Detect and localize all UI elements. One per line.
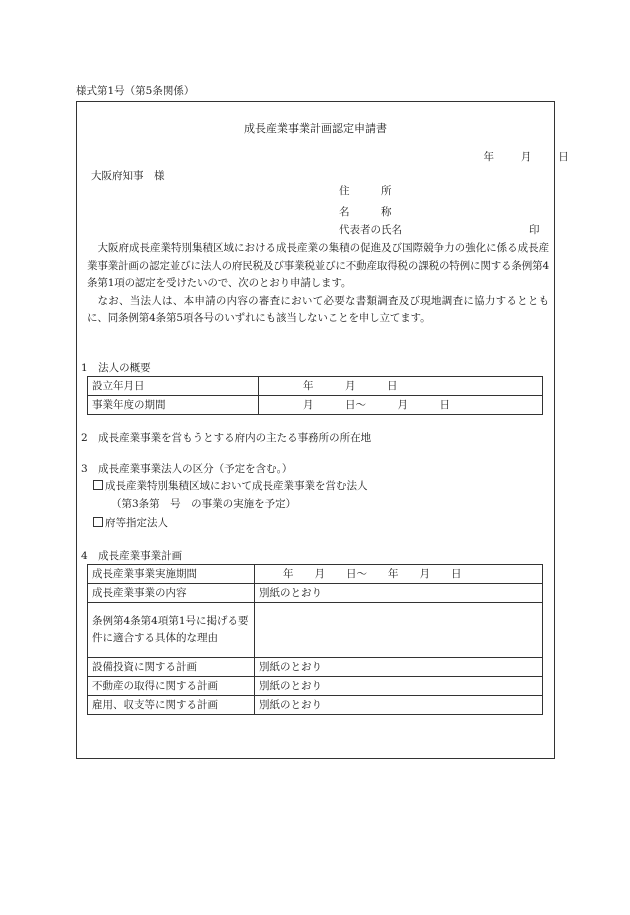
row-label: 設備投資に関する計画	[88, 658, 255, 677]
address-label: 住 所	[339, 185, 392, 197]
row-value: 年 月 日	[259, 377, 543, 396]
business-plan-table	[87, 564, 543, 715]
table-row	[88, 603, 543, 658]
date-month: 月	[520, 151, 532, 163]
section4-heading: 4 成長産業事業計画	[81, 550, 183, 562]
row-label: 設立年月日	[88, 377, 259, 396]
row-label: 事業年度の期間	[88, 396, 259, 415]
date-day: 日	[558, 151, 569, 163]
row-value: 別紙のとおり	[255, 677, 543, 696]
category-option-1[interactable]	[93, 479, 368, 493]
date-year: 年	[483, 151, 494, 163]
table-row	[88, 377, 543, 396]
section2-heading: 2 成長産業事業を営もうとする府内の主たる事務所の所在地	[81, 432, 372, 444]
row-label: 成長産業事業の内容	[88, 584, 255, 603]
row-value: 別紙のとおり	[255, 696, 543, 715]
application-form	[76, 101, 569, 759]
section1-heading: 1 法人の概要	[81, 362, 151, 374]
row-value	[255, 603, 543, 658]
row-label: 不動産の取得に関する計画	[88, 677, 255, 696]
corporation-overview-table	[87, 376, 543, 415]
representative-label: 代表者の氏名	[339, 224, 402, 236]
row-label: 雇用、収支等に関する計画	[88, 696, 255, 715]
table-row	[88, 584, 543, 603]
checkbox-icon[interactable]	[93, 517, 103, 527]
statement-paragraph-1: 大阪府成長産業特別集積区域における成長産業の集積の促進及び国際競争力の強化に係る成長産業事業計画の認定並びに法人の府民税及び事業税並びに不動産取得税の課税の特例に関する条例第4条第1項の認定を受けたいので、次のとおり申請します。	[87, 242, 549, 289]
table-row	[88, 658, 543, 677]
table-row	[88, 696, 543, 715]
row-value: 月 日～ 月 日	[259, 396, 543, 415]
document-title: 成長産業事業計画認定申請書	[244, 122, 387, 135]
checkbox-icon[interactable]	[93, 480, 103, 490]
name-label: 名 称	[339, 206, 392, 218]
table-row	[88, 565, 543, 584]
row-value: 別紙のとおり	[255, 584, 543, 603]
category-option-2[interactable]	[93, 516, 168, 530]
option1-note: （第3条第 号 の事業の実施を予定）	[111, 498, 297, 510]
addressee: 大阪府知事 様	[91, 170, 165, 182]
table-row	[88, 677, 543, 696]
date-line	[448, 150, 569, 164]
row-label: 成長産業事業実施期間	[88, 565, 255, 584]
table-row	[88, 396, 543, 415]
row-label: 条例第4条第4項第1号に掲げる要件に適合する具体的な理由	[88, 603, 255, 658]
section3-heading: 3 成長産業事業法人の区分（予定を含む。）	[81, 463, 293, 475]
seal-mark: 印	[529, 224, 540, 236]
application-statement	[87, 240, 549, 328]
option-label: 府等指定法人	[105, 517, 168, 529]
form-number: 様式第1号（第5条関係）	[76, 85, 195, 97]
option-label: 成長産業特別集積区域において成長産業事業を営む法人	[105, 480, 368, 492]
statement-paragraph-2: なお、当法人は、本申請の内容の審査において必要な書類調査及び現地調査に協力するとともに、同条例第4条第5項各号のいずれにも該当しないことを申し立てます。	[87, 294, 549, 324]
row-value: 年 月 日～ 年 月 日	[255, 565, 543, 584]
row-value: 別紙のとおり	[255, 658, 543, 677]
